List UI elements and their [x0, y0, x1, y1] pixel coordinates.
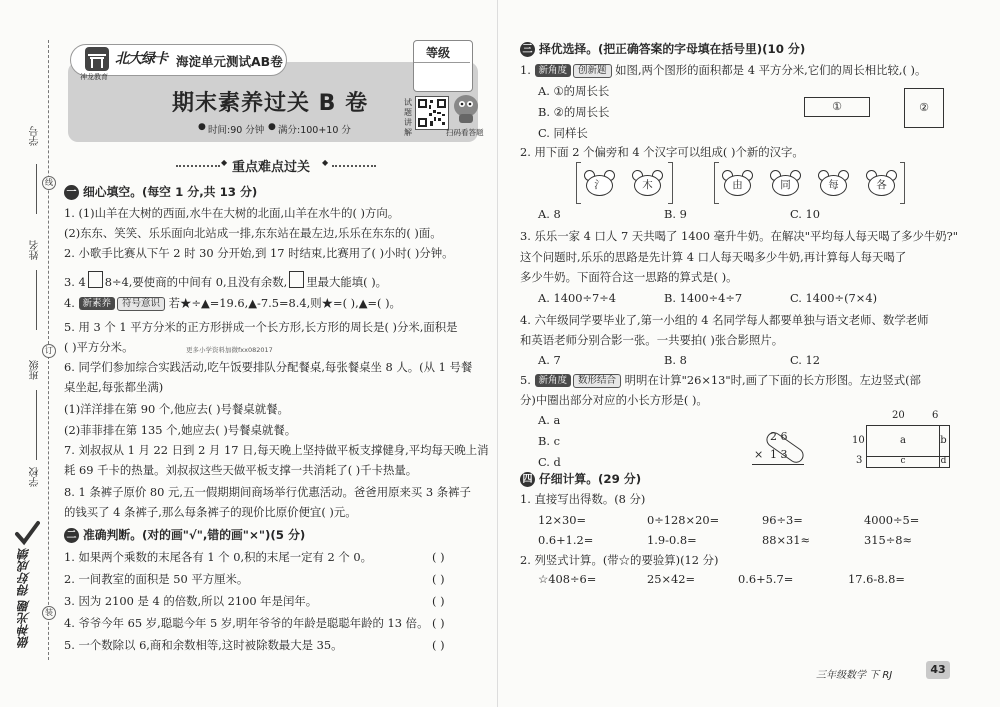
judge-item-1: 1. 如果两个乘数的末尾各有 1 个 0,积的末尾一定有 2 个 0。: [64, 550, 373, 564]
banner-line-left: [176, 165, 220, 167]
judge-item-5: 5. 一个数除以 6,商和余数相等,这时被除数最大是 35。: [64, 638, 343, 652]
tag-innovation: 创新题: [573, 64, 612, 78]
binding-mark-1: 线: [42, 176, 56, 190]
oral-2-2: 1.9-0.8=: [647, 533, 697, 547]
tag-new-angle-2: 新角度: [535, 374, 572, 387]
judge-answer-5[interactable]: ( ): [432, 638, 445, 652]
judge-answer-2[interactable]: ( ): [432, 572, 445, 586]
banner-dot-right: ◆: [322, 158, 329, 167]
shape-rectangle-1: ①: [804, 97, 870, 117]
vertical-1: ☆408÷6=: [538, 572, 597, 586]
shape-square-2: ②: [904, 88, 944, 128]
oral-2-4: 315÷8≈: [864, 533, 913, 547]
clock-icon: ●: [198, 122, 206, 132]
q8-line1: 8. 1 条裤子原价 80 元,五一假期期间商场举行优惠活动。爸爸用原来买 3 条裤子: [64, 485, 471, 499]
radical-card-wood: 木: [632, 170, 662, 194]
page-title: 期末素养过关 B 卷: [172, 91, 369, 116]
logo-gate-icon: [84, 46, 110, 72]
q3: 3. 4 8÷4,要使商的中间有 0,且没有余数, 里最大能填( )。: [64, 271, 387, 289]
judge-item-3: 3. 因为 2100 是 4 的倍数,所以 2100 年是闰年。: [64, 594, 318, 608]
choice-q5-opt-b: B. c: [538, 434, 560, 448]
mascot-icon: [451, 92, 481, 124]
judge-answer-3[interactable]: ( ): [432, 594, 445, 608]
q6-line1: 6. 同学们参加综合实践活动,吃午饭要排队分配餐桌,每张餐桌坐 8 人。(从 1 号餐: [64, 360, 473, 374]
q2: 2. 小歌手比赛从下午 2 时 30 分开始,到 17 时结束,比赛用了( )小时( )分钟。: [64, 246, 454, 260]
oral-1-4: 4000÷5=: [864, 513, 920, 527]
choice-q4-opt-b: B. 8: [664, 353, 687, 367]
bracket-left: [576, 162, 581, 204]
vertical-3: 0.6+5.7=: [738, 572, 794, 586]
q1-part2: (2)东东、笑笑、乐乐面向北站成一排,东东站在最左边,乐乐在东东的( )面。: [64, 226, 442, 240]
bracket-left-2: [714, 162, 719, 204]
page-fold: [497, 0, 498, 707]
blank-square-1[interactable]: [88, 271, 103, 288]
choice-q4-line2: 和英语老师分别合影一张。一共要拍( )张合影照片。: [520, 333, 784, 347]
calc-q1: 1. 直接写出得数。(8 分): [520, 492, 646, 506]
q7-line1: 7. 刘叔叔从 1 月 22 日到 2 月 17 日,每天晚上坚持做平板支撑健身,平均每天晚上消: [64, 443, 489, 457]
series-title: 海淀单元测试AB卷: [176, 54, 283, 69]
tag-shape-number: 数形结合: [573, 374, 621, 388]
footer-book: 三年级数学 下 RJ: [816, 670, 893, 681]
choice-q3-line1: 3. 乐乐一家 4 口人 7 天共喝了 1400 毫升牛奶。在解决"平均每人每天喝了多少牛奶?": [520, 229, 959, 243]
area-grid: 20 6 10 3 a b c d: [852, 410, 952, 472]
q7-line2: 耗 69 千卡的热量。刘叔叔这些天做平板支撑一共消耗了( )千卡热量。: [64, 463, 418, 477]
choice-q1-opt-c: C. 同样长: [538, 126, 588, 140]
choice-q4-opt-a: A. 7: [538, 353, 561, 367]
choice-q5-opt-a: A. a: [538, 413, 561, 427]
char-card-mei: 每: [818, 170, 848, 194]
section-3-title: 三 择优选择。(把正确答案的字母填在括号里)(10 分): [520, 40, 805, 57]
side-slogan: 做神光题 得好成绩: [17, 548, 31, 649]
choice-q1: 1. 新角度 创新题 如图,两个图形的面积都是 4 平方分米,它们的周长相比较,( )。: [520, 63, 927, 77]
binding-label-school: 学校: [30, 467, 41, 487]
choice-q5-opt-c: C. d: [538, 455, 561, 469]
choice-q2-opt-b: B. 9: [664, 207, 687, 221]
banner-line-right: [332, 165, 376, 167]
bracket-right-2: [900, 162, 905, 204]
choice-q2-opt-c: C. 10: [790, 207, 821, 221]
choice-q3-opt-b: B. 1400÷4÷7: [664, 291, 743, 305]
oral-1-3: 96÷3=: [762, 513, 803, 527]
choice-q1-opt-a: A. ①的周长长: [538, 84, 610, 98]
choice-q3-line2: 这个问题时,乐乐的思路是先计算 4 口人每天喝多少牛奶,再计算每人每天喝了: [520, 250, 907, 264]
char-card-tong: 同: [770, 170, 800, 194]
bracket-right: [668, 162, 673, 204]
binding-label-id: 学号: [30, 126, 41, 146]
choice-q3-opt-a: A. 1400÷7÷4: [538, 291, 617, 305]
q5-line1: 5. 用 3 个 1 平方分米的正方形拼成一个长方形,长方形的周长是( )分米,面积是: [64, 320, 458, 334]
calc-q2: 2. 列竖式计算。(带☆的要验算)(12 分): [520, 553, 719, 567]
binding-mark-2: 订: [42, 344, 56, 358]
choice-q5-line2: 分)中圈出部分对应的小长方形是( )。: [520, 393, 708, 407]
vertical-4: 17.6-8.8=: [848, 572, 905, 586]
watermark: 更多小学资料加微fxx082017: [186, 346, 273, 354]
judge-item-4: 4. 爷爷今年 65 岁,聪聪今年 5 岁,明年爷爷的年龄是聪聪年龄的 13 倍。: [64, 616, 429, 630]
binding-label-class: 班级: [30, 360, 41, 380]
vertical-2: 25×42=: [647, 572, 696, 586]
q6-part1: (1)洋洋排在第 90 个,他应去( )号餐桌就餐。: [64, 402, 289, 416]
judge-answer-4[interactable]: ( ): [432, 616, 445, 630]
page-number: 43: [926, 661, 950, 679]
q6-line2: 桌坐起,每张都坐满): [64, 380, 164, 394]
qr-code[interactable]: [415, 96, 449, 130]
binding-mark-3: 装: [42, 606, 56, 620]
section-4-title: 四 仔细计算。(29 分): [520, 470, 641, 487]
choice-q3-line3: 多少牛奶。下面符合这一思路的算式是( )。: [520, 270, 738, 284]
char-card-you: 由: [722, 170, 752, 194]
judge-answer-1[interactable]: ( ): [432, 550, 445, 564]
char-card-ge: 各: [866, 170, 896, 194]
oral-1-2: 0÷128×20=: [647, 513, 720, 527]
choice-q2: 2. 用下面 2 个偏旁和 4 个汉字可以组成( )个新的汉字。: [520, 145, 804, 159]
exam-score: 满分:100+10 分: [278, 125, 351, 136]
choice-q4-opt-c: C. 12: [790, 353, 821, 367]
choice-q4-line1: 4. 六年级同学要毕业了,第一小组的 4 名同学每人都要单独与语文老师、数学老师: [520, 313, 929, 327]
radical-card-water: 氵: [584, 170, 614, 194]
oral-1-1: 12×30=: [538, 513, 587, 527]
oral-2-3: 88×31≈: [762, 533, 811, 547]
choice-q1-opt-b: B. ②的周长长: [538, 105, 610, 119]
tag-new-literacy: 新素养: [79, 297, 116, 310]
binding-label-name: 姓名: [30, 240, 41, 260]
blank-square-2[interactable]: [289, 271, 304, 288]
banner-dot-left: ◆: [221, 158, 228, 167]
vertical-multiplication: 2 6 × 1 3: [752, 428, 810, 468]
checkmark-icon: [14, 520, 40, 546]
brand-logo: 北大绿卡: [115, 51, 167, 67]
choice-q3-opt-c: C. 1400÷(7×4): [790, 291, 878, 305]
q4: 4. 新素养 符号意识 若★÷▲=19.6,▲-7.5=8.4,则★=( ),▲=( )。: [64, 296, 401, 310]
q1-part1: 1. (1)山羊在大树的西面,水牛在大树的北面,山羊在水牛的( )方向。: [64, 206, 400, 220]
mascot-caption: 扫码看答题: [446, 128, 484, 137]
q5-line2: ( )平方分米。: [64, 340, 134, 354]
binding-strip: [0, 0, 60, 707]
choice-q5-line1: 5. 新角度 数形结合 明明在计算"26×13"时,画了下面的长方形图。左边竖式(部: [520, 373, 921, 387]
tag-new-angle: 新角度: [535, 64, 572, 77]
tag-symbol-sense: 符号意识: [117, 297, 165, 311]
section-banner: 重点难点过关: [232, 160, 311, 175]
pen-icon: ●: [268, 122, 276, 132]
oral-2-1: 0.6+1.2=: [538, 533, 594, 547]
exam-time: 时间:90 分钟: [208, 125, 265, 136]
grade-label: 等级: [426, 46, 451, 60]
logo-caption: 神龙教育: [80, 73, 108, 81]
choice-q2-opt-a: A. 8: [538, 207, 561, 221]
section-1-title: 一 细心填空。(每空 1 分,共 13 分): [64, 183, 257, 200]
qr-caption: 试题讲解: [404, 98, 412, 137]
judge-item-2: 2. 一间教室的面积是 50 平方厘米。: [64, 572, 249, 586]
q8-line2: 的钱买了 4 条裤子,那么每条裤子的现价比原价便宜( )元。: [64, 505, 357, 519]
q6-part2: (2)菲菲排在第 135 个,她应去( )号餐桌就餐。: [64, 423, 297, 437]
section-2-title: 二 准确判断。(对的画"√",错的画"×")(5 分): [64, 526, 305, 543]
